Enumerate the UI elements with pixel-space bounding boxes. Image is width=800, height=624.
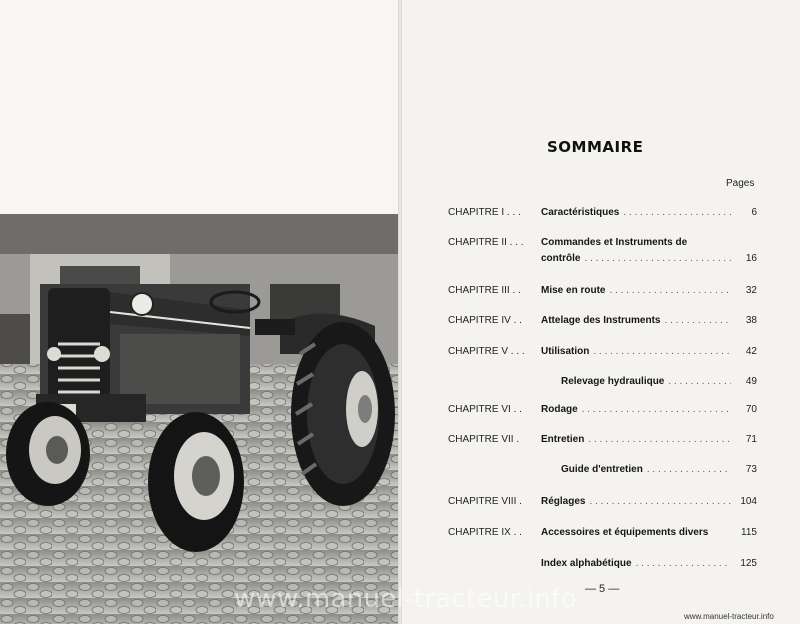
toc-page: 70 [745, 404, 757, 415]
toc-chapter: CHAPITRE III . . [448, 285, 521, 296]
toc-chapter: CHAPITRE V . . . [448, 346, 525, 357]
toc-entry: Mise en route . . . [541, 283, 731, 299]
toc-chapter: CHAPITRE VI . . [448, 404, 522, 415]
toc-entry: Accessoires et équipements divers [541, 527, 709, 538]
toc-entry: Réglages . . . [541, 494, 731, 510]
toc-entry: Index alphabétique . . . [541, 556, 731, 572]
toc-page: 38 [745, 315, 757, 326]
toc-chapter: CHAPITRE I . . . [448, 207, 521, 218]
toc-chapter: CHAPITRE IX . . [448, 527, 522, 538]
toc-page: 115 [741, 527, 757, 538]
toc-page: 125 [740, 558, 757, 569]
page-number: — 5 — [585, 583, 620, 595]
toc-entry: Guide d'entretien . . . [561, 462, 731, 478]
toc-page: 73 [745, 464, 757, 475]
toc-entry: Entretien . . . [541, 432, 731, 448]
toc-entry: Relevage hydraulique . . . [561, 374, 731, 390]
toc-chapter: CHAPITRE II . . . [448, 237, 524, 248]
toc-entry: Attelage des Instruments . . . [541, 313, 731, 329]
toc-page: 104 [740, 496, 757, 507]
toc-entry: Caractéristiques . . . [541, 205, 731, 221]
toc-page: 71 [745, 434, 757, 445]
toc-page: 16 [745, 253, 757, 264]
toc-page: 42 [745, 346, 757, 357]
toc-chapter: CHAPITRE VIII . [448, 496, 522, 507]
toc-chapter: CHAPITRE VII . [448, 434, 520, 445]
toc-page: 49 [745, 376, 757, 387]
pages-column-label: Pages [726, 178, 755, 189]
footer-url: www.manuel-tracteur.info [684, 612, 774, 621]
toc-page: 6 [751, 207, 757, 218]
toc-entry: Utilisation . . . [541, 344, 731, 360]
toc-entry: Rodage . . . [541, 402, 731, 418]
toc-page: 32 [745, 285, 757, 296]
toc-entry: Commandes et Instruments de contrôle . . . [541, 235, 731, 267]
watermark-text: www.manuel-tracteur.info [234, 584, 577, 614]
page-title: SOMMAIRE [547, 138, 644, 156]
toc-chapter: CHAPITRE IV . . [448, 315, 522, 326]
